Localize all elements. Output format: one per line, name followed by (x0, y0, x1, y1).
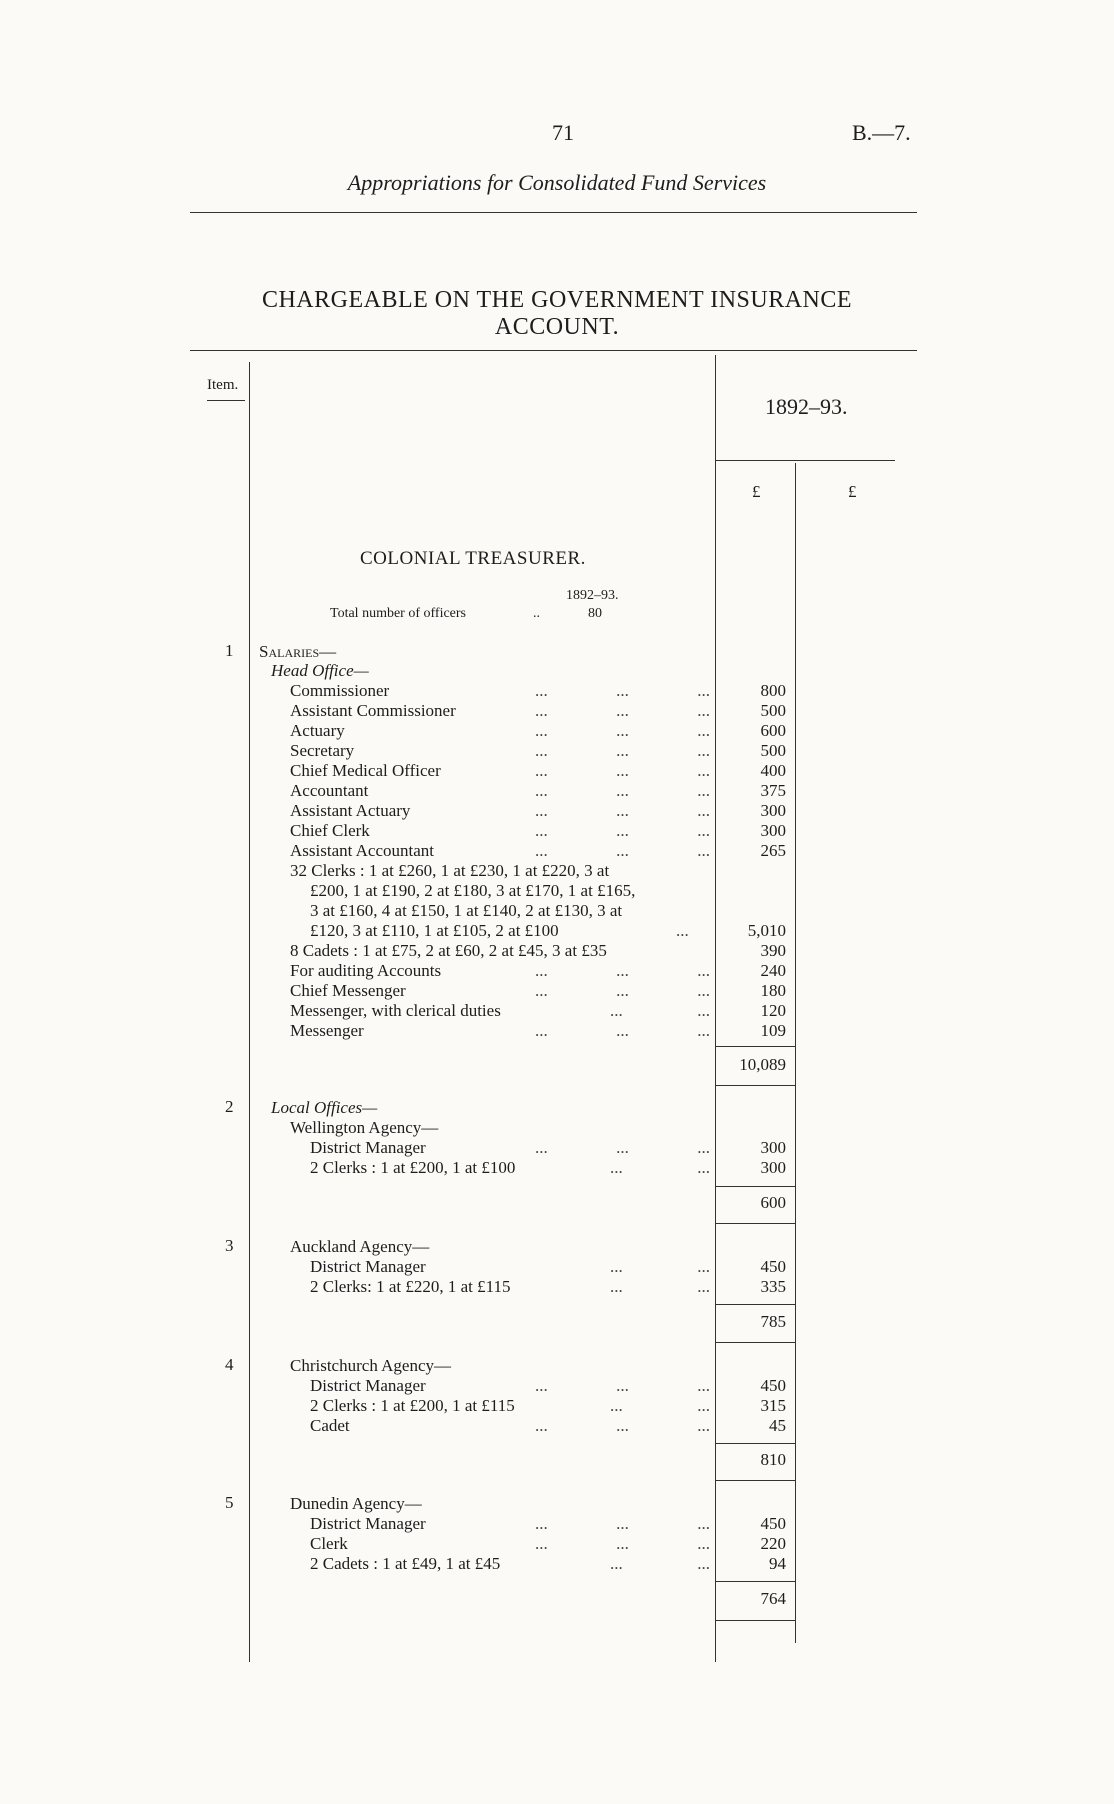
item-total: 810 (760, 1450, 786, 1469)
subtotal-rule (715, 1443, 795, 1444)
subtotal-rule (715, 1581, 795, 1582)
officers-count: 80 (588, 606, 602, 621)
line-amount: 109 (760, 1021, 786, 1040)
section-title (0, 287, 1114, 341)
officers-dots: .. (533, 606, 540, 621)
header-rule (190, 212, 917, 213)
agency-heading: Wellington Agency— (290, 1118, 439, 1137)
line-label: Chief Medical Officer (290, 761, 441, 780)
line-amount: 375 (760, 781, 786, 800)
agency-heading: Dunedin Agency— (290, 1494, 422, 1513)
line-amount: 315 (760, 1396, 786, 1415)
line-label: District Manager (310, 1376, 426, 1395)
line-amount: 220 (760, 1534, 786, 1553)
head-office-heading: Head Office— (271, 661, 369, 680)
leader-dots: ... ... ... (535, 1416, 710, 1435)
line-amount: 265 (760, 841, 786, 860)
amount-subcolumn-divider (795, 463, 796, 1643)
line-label: District Manager (310, 1257, 426, 1276)
leader-dots: ... ... ... (535, 841, 710, 860)
line-amount: 450 (760, 1257, 786, 1276)
page-subtitle: Appropriations for Consolidated Fund Services (347, 170, 767, 195)
section-title-line1: CHARGEABLE ON THE GOVERNMENT INSURANCE (261, 287, 853, 313)
line-amount: 300 (760, 1138, 786, 1157)
section-title-line2: ACCOUNT. (494, 314, 620, 340)
leader-dots: ... ... ... (535, 701, 710, 720)
line-label: Chief Messenger (290, 981, 406, 1000)
line-label: District Manager (310, 1514, 426, 1533)
line-amount: 600 (760, 721, 786, 740)
total-rule (715, 1480, 795, 1481)
officers-year: 1892–93. (566, 588, 619, 603)
line-label: Messenger (290, 1021, 364, 1040)
leader-dots: ... ... (610, 1257, 710, 1276)
officers-label: Total number of officers (330, 606, 466, 621)
leader-dots: ... ... ... (535, 821, 710, 840)
leader-dots: ... ... ... (535, 981, 710, 1000)
line-amount: 94 (769, 1554, 786, 1573)
salaries-heading: Salaries— (259, 642, 337, 661)
line-label: Actuary (290, 721, 345, 740)
year-header-rule (715, 460, 895, 461)
leader-dots: ... (676, 921, 689, 940)
line-label: 2 Cadets : 1 at £49, 1 at £45 (310, 1554, 501, 1573)
item-total: 10,089 (739, 1055, 786, 1074)
clerks-line-4: £120, 3 at £110, 1 at £105, 2 at £100 (310, 921, 559, 940)
line-label: Messenger, with clerical duties (290, 1001, 501, 1020)
line-amount: 120 (760, 1001, 786, 1020)
line-amount: 390 (760, 941, 786, 960)
leader-dots: ... ... ... (535, 961, 710, 980)
clerks-line-1: 32 Clerks : 1 at £260, 1 at £230, 1 at £220, 3 at (290, 861, 610, 880)
item-number: 2 (225, 1097, 234, 1116)
line-label: 8 Cadets : 1 at £75, 2 at £60, 2 at £45, 3 at £35 (290, 941, 607, 960)
item-total: 785 (760, 1312, 786, 1331)
line-amount: 300 (760, 1158, 786, 1177)
leader-dots: ... ... ... (535, 1514, 710, 1533)
department-title: COLONIAL TREASURER. (360, 548, 586, 569)
item-total: 764 (760, 1589, 786, 1608)
line-amount: 240 (760, 961, 786, 980)
leader-dots: ... ... ... (535, 801, 710, 820)
leader-dots: ... ... ... (535, 1138, 710, 1157)
leader-dots: ... ... (610, 1001, 710, 1020)
year-column-header: 1892–93. (765, 394, 848, 419)
total-rule (715, 1085, 795, 1086)
line-amount: 180 (760, 981, 786, 1000)
subtotal-rule (715, 1046, 795, 1047)
total-rule (715, 1223, 795, 1224)
item-number: 1 (225, 641, 234, 660)
total-rule (715, 1342, 795, 1343)
leader-dots: ... ... (610, 1158, 710, 1177)
line-label: For auditing Accounts (290, 961, 442, 980)
clerks-line-2: £200, 1 at £190, 2 at £180, 3 at £170, 1 at £165, (310, 881, 636, 900)
line-amount: 500 (760, 741, 786, 760)
item-header-label: Item. (207, 377, 239, 393)
leader-dots: ... ... ... (535, 741, 710, 760)
line-amount: 300 (760, 821, 786, 840)
line-amount: 400 (760, 761, 786, 780)
page-number: 71 (552, 120, 574, 145)
line-label: 2 Clerks : 1 at £200, 1 at £100 (310, 1158, 516, 1177)
clerks-line-3: 3 at £160, 4 at £150, 1 at £140, 2 at £130, 3 at (310, 901, 623, 920)
line-label: Secretary (290, 741, 355, 760)
item-total: 600 (760, 1193, 786, 1212)
line-label: 2 Clerks: 1 at £220, 1 at £115 (310, 1277, 511, 1296)
item-header-underline (207, 400, 245, 401)
total-rule (715, 1620, 795, 1621)
line-label: District Manager (310, 1138, 426, 1157)
subtotal-rule (715, 1304, 795, 1305)
line-label: Accountant (290, 781, 369, 800)
item-column-header (207, 376, 238, 394)
line-label: Clerk (310, 1534, 348, 1553)
leader-dots: ... ... (610, 1396, 710, 1415)
leader-dots: ... ... (610, 1277, 710, 1296)
leader-dots: ... ... (610, 1554, 710, 1573)
line-label: Chief Clerk (290, 821, 370, 840)
leader-dots: ... ... ... (535, 781, 710, 800)
line-label: 2 Clerks : 1 at £200, 1 at £115 (310, 1396, 515, 1415)
agency-heading: Christchurch Agency— (290, 1356, 451, 1375)
document-reference: B.—7. (852, 120, 911, 145)
item-number: 4 (225, 1355, 234, 1374)
item-number: 3 (225, 1236, 234, 1255)
currency-header-2: £ (848, 482, 857, 501)
leader-dots: ... ... ... (535, 761, 710, 780)
subtotal-rule (715, 1186, 795, 1187)
currency-header-1: £ (752, 482, 761, 501)
line-amount: 300 (760, 801, 786, 820)
item-number: 5 (225, 1493, 234, 1512)
title-rule (190, 350, 917, 351)
local-offices-heading: Local Offices— (271, 1098, 378, 1117)
line-label: Commissioner (290, 681, 390, 700)
line-label: Cadet (310, 1416, 350, 1435)
line-amount: 450 (760, 1514, 786, 1533)
line-amount: 335 (760, 1277, 786, 1296)
line-label: Assistant Actuary (290, 801, 411, 820)
line-amount: 500 (760, 701, 786, 720)
line-amount: 45 (769, 1416, 786, 1435)
leader-dots: ... ... ... (535, 1534, 710, 1553)
line-label: Assistant Commissioner (290, 701, 456, 720)
line-amount: 450 (760, 1376, 786, 1395)
line-amount: 800 (760, 681, 786, 700)
leader-dots: ... ... ... (535, 1376, 710, 1395)
leader-dots: ... ... ... (535, 681, 710, 700)
leader-dots: ... ... ... (535, 721, 710, 740)
line-label: Assistant Accountant (290, 841, 435, 860)
leader-dots: ... ... ... (535, 1021, 710, 1040)
item-column-divider (249, 362, 250, 1662)
line-amount: 5,010 (747, 921, 786, 940)
agency-heading: Auckland Agency— (290, 1237, 430, 1256)
